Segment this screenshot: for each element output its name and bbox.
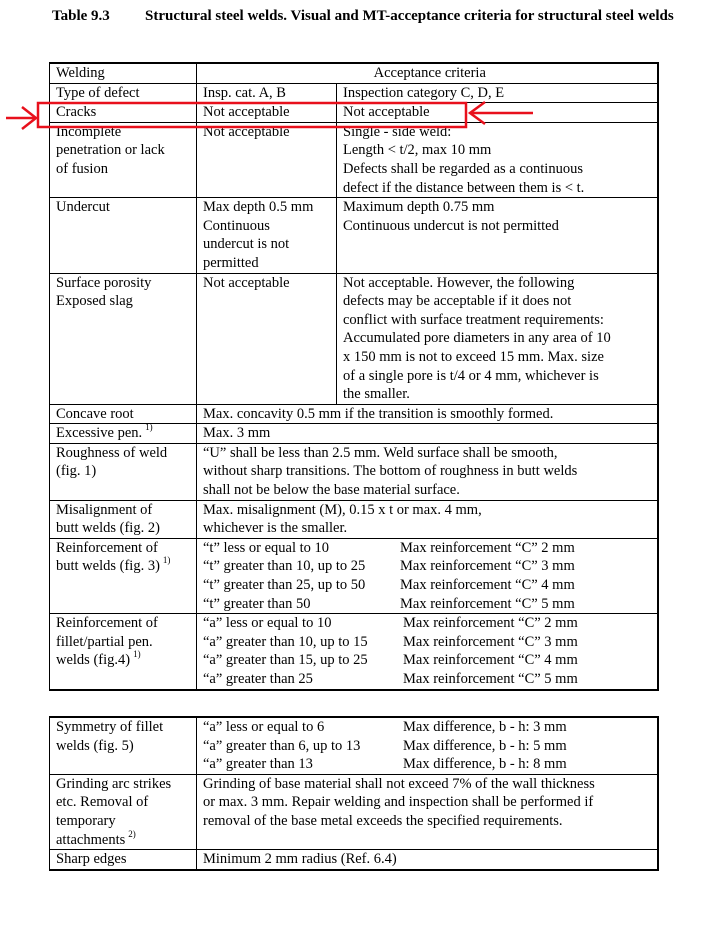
table-row-grinding (50, 774, 658, 849)
defect-cell: Surface porosity Exposed slag (50, 273, 197, 404)
header-row-1 (50, 63, 658, 83)
footnote-ref: 1) (145, 422, 153, 433)
criteria-cell: Minimum 2 mm radius (Ref. 6.4) (197, 850, 658, 870)
defect-cell: Sharp edges (50, 850, 197, 870)
table-row-excessive-pen (50, 424, 658, 444)
criteria-cell: “a” less or equal to 6 Max difference, b - h: 3 mm “a” greater than 6, up to 13 Max difference, b - h: 5 mm “a” greater than 13 Max difference, b - h: 8 mm (197, 717, 658, 774)
table-row-symmetry (50, 717, 658, 774)
table-row-surface-porosity (50, 273, 658, 404)
cat-ab-cell: Not acceptable (197, 273, 337, 404)
cat-cde-cell: Maximum depth 0.75 mm Continuous undercut is not permitted (337, 198, 658, 273)
table-row-concave-root (50, 404, 658, 424)
acceptance-criteria-table-continued (49, 716, 659, 871)
header-welding: Welding (50, 63, 197, 83)
defect-cell: Undercut (50, 198, 197, 273)
table-row-undercut (50, 198, 658, 273)
footnote-ref: 2) (128, 828, 136, 839)
defect-cell: Cracks (50, 103, 197, 123)
table-row-reinforcement-fillet (50, 614, 658, 690)
criteria-cell: Grinding of base material shall not exceed 7% of the wall thickness or max. 3 mm. Repair welding and inspection shall be performed if removal of the base metal exceeds the specified requirements. (197, 774, 658, 849)
cat-cde-cell: Not acceptable (337, 103, 658, 123)
cat-cde-cell: Not acceptable. However, the following defects may be acceptable if it does not conflict with surface treatment requirements: Accumulated pore diameters in any area of 10 x 150 mm is not to exceed 15 mm. Max. size of a single pore is t/4 or 4 mm, whichever is the smaller. (337, 273, 658, 404)
table-row-roughness (50, 443, 658, 500)
table-row-incomplete-penetration (50, 122, 658, 197)
cat-ab-cell: Max depth 0.5 mm Continuous undercut is not permitted (197, 198, 337, 273)
defect-cell: Concave root (50, 404, 197, 424)
criteria-cell: “t” less or equal to 10 Max reinforcement “C” 2 mm “t” greater than 10, up to 25 Max reinforcement “C” 3 mm “t” greater than 25, up to 50 Max reinforcement “C” 4 mm “t” greater than 50 Max reinforcement “C” 5 mm (197, 538, 658, 613)
table-row-cracks (50, 103, 658, 123)
header-type-of-defect: Type of defect (50, 83, 197, 103)
table-row-sharp-edges (50, 850, 658, 870)
header-cat-ab: Insp. cat. A, B (197, 83, 337, 103)
defect-cell: Incomplete penetration or lack of fusion (50, 122, 197, 197)
defect-cell: Reinforcement of butt welds (fig. 3) $^{1)}$ (50, 538, 197, 613)
defect-cell: Misalignment of butt welds (fig. 2) (50, 500, 197, 538)
cat-cde-cell: Single - side weld: Length < t/2, max 10 mm Defects shall be regarded as a continuous defect if the distance between them is < t. (337, 122, 658, 197)
footnote-ref: 1) (162, 555, 171, 566)
header-row-2 (50, 83, 658, 103)
footnote-ref: 1) (133, 649, 141, 660)
table-title: Structural steel welds. Visual and MT-acceptance criteria for structural steel welds (145, 8, 674, 24)
criteria-cell: Max. 3 mm (197, 424, 658, 444)
cat-ab-cell: Not acceptable (197, 103, 337, 123)
criteria-cell: “a” less or equal to 10 Max reinforcement “C” 2 mm “a” greater than 10, up to 15 Max reinforcement “C” 3 mm “a” greater than 15, up to 25 Max reinforcement “C” 4 mm “a” greater than 25 Max reinforcement “C” 5 mm (197, 614, 658, 690)
table-row-reinforcement-butt (50, 538, 658, 613)
criteria-cell: “U” shall be less than 2.5 mm. Weld surface shall be smooth, without sharp transitions. The bottom of roughness in butt welds shall not be below the base material surface. (197, 443, 658, 500)
defect-cell: Symmetry of fillet welds (fig. 5) (50, 717, 197, 774)
criteria-cell: Max. concavity 0.5 mm if the transition is smoothly formed. (197, 404, 658, 424)
header-acceptance-criteria: Acceptance criteria (197, 63, 658, 83)
left-arrow-icon (6, 107, 36, 129)
criteria-cell: Max. misalignment (M), 0.15 x t or max. 4 mm, whichever is the smaller. (197, 500, 658, 538)
table-number: Table 9.3 (52, 8, 110, 24)
defect-cell: Reinforcement of fillet/partial pen. welds (fig.4) $^{1)}$ (50, 614, 197, 690)
cat-ab-cell: Not acceptable (197, 122, 337, 197)
defect-cell: Excessive pen. $^{1)}$ (50, 424, 197, 444)
defect-cell: Grinding arc strikes etc. Removal of temporary attachments $^{2)}$ (50, 774, 197, 849)
header-cat-cde: Inspection category C, D, E (337, 83, 658, 103)
defect-cell: Roughness of weld (fig. 1) (50, 443, 197, 500)
table-row-misalignment (50, 500, 658, 538)
acceptance-criteria-table (49, 62, 659, 691)
